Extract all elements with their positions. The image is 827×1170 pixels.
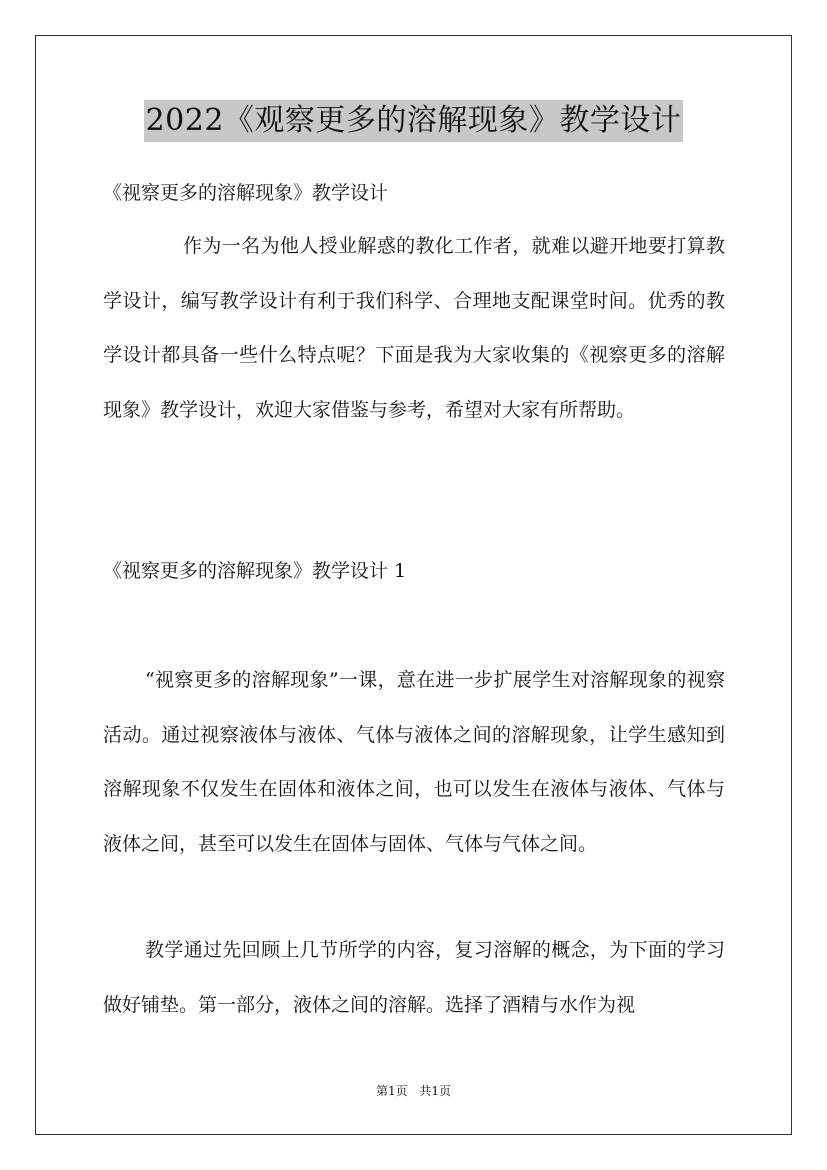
title-container (0, 100, 827, 142)
section-heading: 《视察更多的溶解现象》教学设计 1 (103, 560, 407, 582)
page-total: 共1页 (419, 1084, 452, 1098)
body-paragraph-2: 教学通过先回顾上几节所学的内容，复习溶解的概念，为下面的学习做好铺垫。第一部分，液体之间的溶解。选择了酒精与水作为视 (103, 939, 725, 1016)
document-title: 2022《观察更多的溶解现象》教学设计 (144, 100, 684, 142)
intro-paragraph: 作为一名为他人授业解惑的教化工作者，就难以避开地要打算教学设计，编写教学设计有利于我们科学、合理地支配课堂时间。优秀的教学设计都具备一些什么特点呢？下面是我为大家收集的《视察更多的溶解现象》教学设计，欢迎大家借鉴与参考，希望对大家有所帮助。 (103, 235, 725, 421)
page-footer (0, 1083, 827, 1099)
page-number: 第1页 (375, 1084, 408, 1098)
body-paragraph-1: “视察更多的溶解现象”一课，意在进一步扩展学生对溶解现象的视察活动。通过视察液体与液体、气体与液体之间的溶解现象，让学生感知到溶解现象不仅发生在固体和液体之间，也可以发生在液体与液体、气体与液体之间，甚至可以发生在固体与固体、气体与气体之间。 (103, 669, 725, 855)
document-subtitle: 《视察更多的溶解现象》教学设计 (103, 182, 389, 204)
